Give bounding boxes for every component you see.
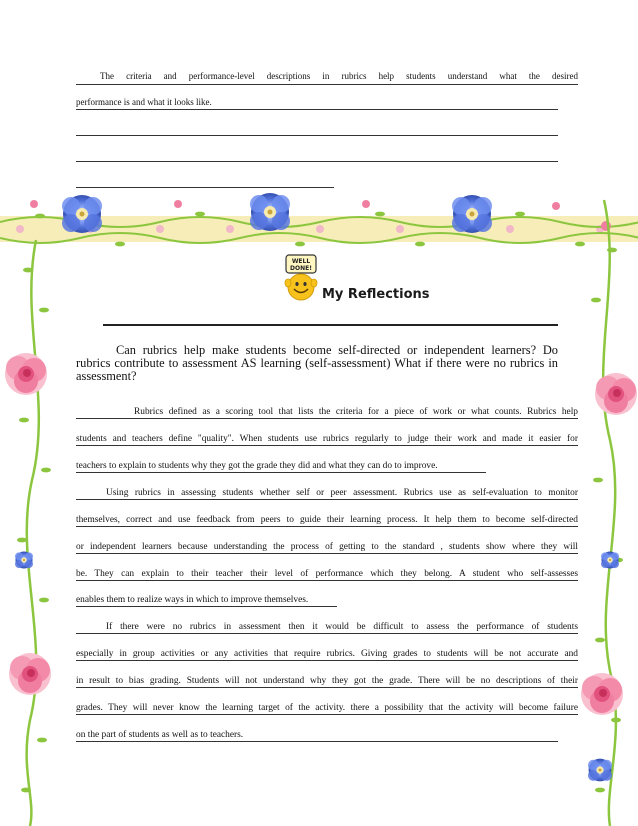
answer-line: Using rubrics in assessing students whether self or peer assessment. Rubrics use as self-evaluation to monitor xyxy=(76,487,578,500)
section-title: My Reflections xyxy=(322,287,430,302)
answer-line: especially in group activities or any activities that require rubrics. Giving grades to students will be not accurate and xyxy=(76,649,578,659)
answer-line: in result to bias grading. Students will not understand why they got the grade. There will be no descriptions of their xyxy=(76,676,578,686)
answer-rule xyxy=(76,161,558,162)
answer-line: or independent learners because understanding the process of getting to the standard , students show where they will xyxy=(76,542,578,552)
answer-line: enables them to realize ways in which to improve themselves. xyxy=(76,594,337,607)
answer-line: students and teachers define "quality". When students use rubrics regularly to judge their work and made it easier for xyxy=(76,434,578,444)
intro-answer-line-2: performance is and what it looks like. xyxy=(76,97,212,107)
intro-answer-line-1: The criteria and performance-level descriptions in rubrics help students understand what the desired xyxy=(100,71,578,81)
well-done-badge-icon xyxy=(282,253,320,303)
answer-line: If there were no rubrics in assessment then it would be difficult to assess the performance of students xyxy=(76,621,578,634)
answer-line: on the part of students as well as to teachers. xyxy=(76,729,558,742)
title-underline xyxy=(103,324,558,326)
badge-text-1: WELL xyxy=(291,258,311,265)
answer-rule xyxy=(76,187,334,188)
answer-line: grades. They will never know the learning target of the activity. there a possibility that the activity will become failure xyxy=(76,703,578,713)
answer-rule xyxy=(76,135,558,136)
answer-rule xyxy=(76,109,558,110)
answer-line: Rubrics defined as a scoring tool that lists the criteria for a piece of work or what counts. Rubrics help xyxy=(76,406,578,419)
reflection-question: Can rubrics help make students become self-directed or independent learners? Do rubrics contribute to assessment AS learning (self-assessment) What if there were no rubrics in assessment? xyxy=(76,343,558,384)
answer-line: themselves, correct and use feedback from peers to guide their learning process. It help them to become self-directed xyxy=(76,515,578,525)
answer-line: teachers to explain to students why they got the grade they did and what they can do to improve. xyxy=(76,460,486,473)
answer-line: be. They can explain to their teacher their level of performance which they belong. A student who self-assesses xyxy=(76,569,578,579)
badge-text-2: DONE! xyxy=(290,265,312,272)
answer-rule xyxy=(76,84,578,85)
